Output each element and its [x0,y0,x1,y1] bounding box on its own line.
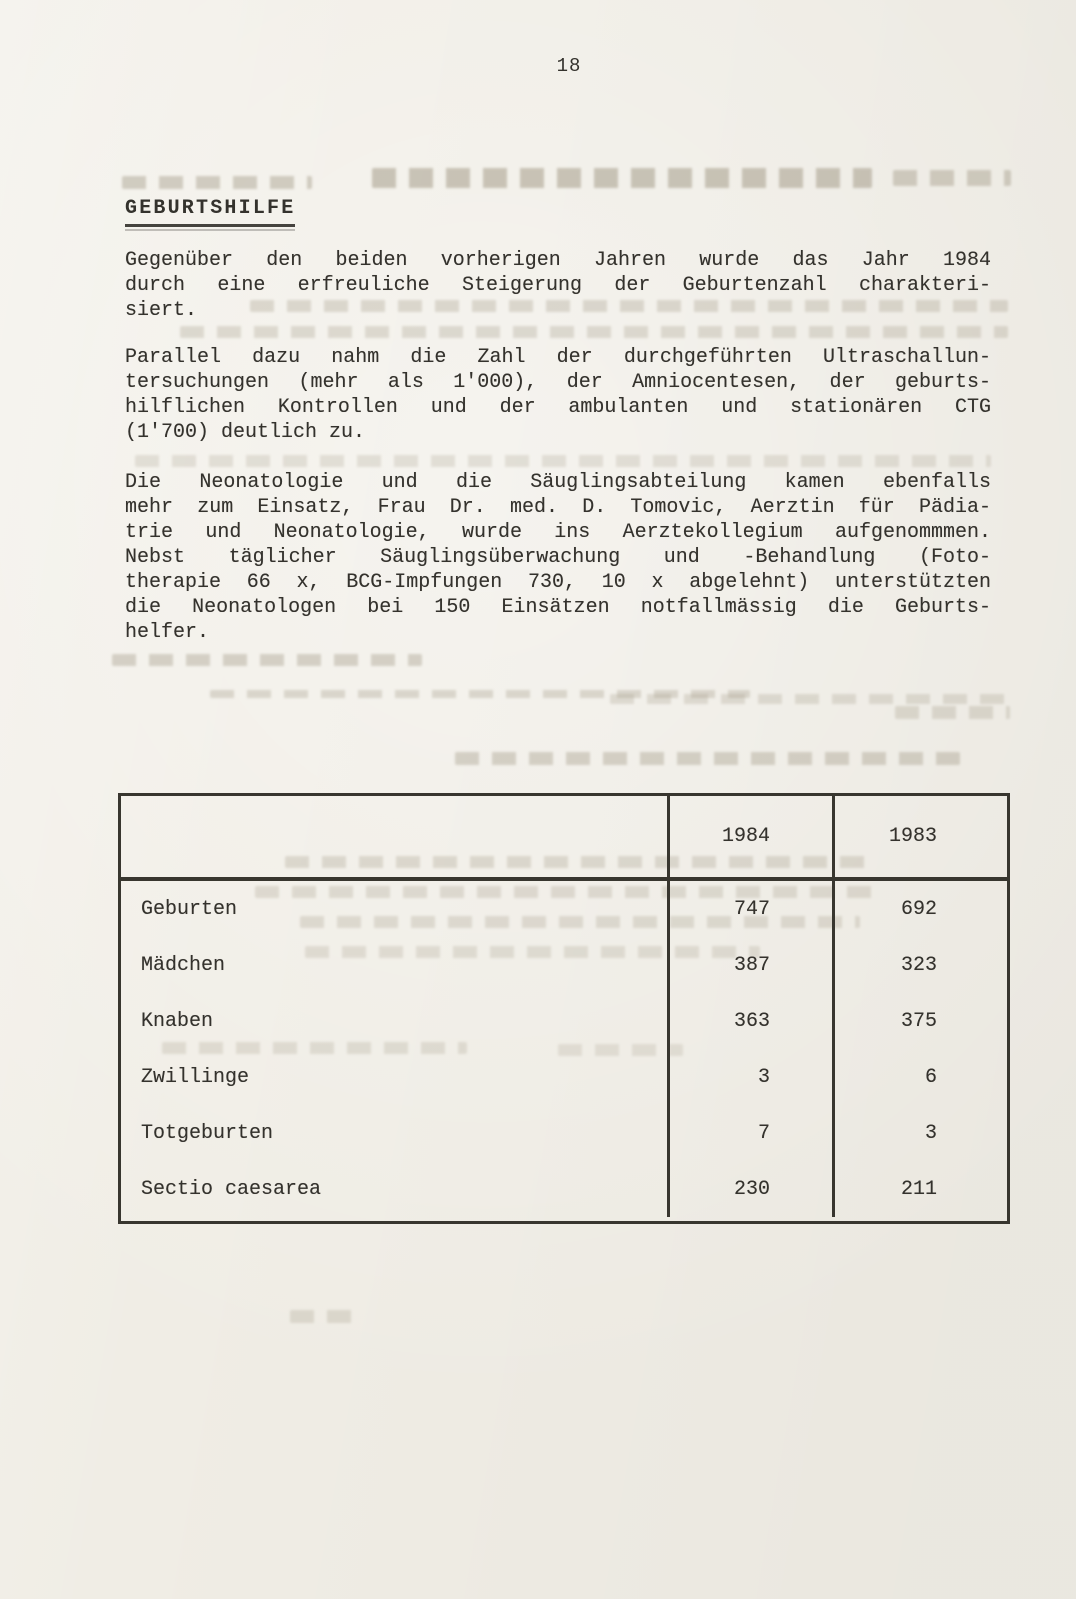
bleed-through-artifact [610,694,1010,704]
bleed-through-artifact [112,654,422,666]
paragraph-line: Die Neonatologie und die Säuglingsabteilung kamen ebenfalls [125,471,991,494]
table-body [121,881,1007,1217]
paragraph-line: Parallel dazu nahm die Zahl der durchgeführten Ultraschallun- [125,346,991,369]
value-1984: 230 [670,1161,835,1217]
birth-statistics-table [118,793,1010,1224]
row-label: Sectio caesarea [121,1161,670,1217]
value-1984: 7 [670,1105,835,1161]
table-header-row [121,796,1007,881]
row-label: Knaben [121,993,670,1049]
paragraph-line: hilflichen Kontrollen und der ambulanten und stationären CTG [125,396,991,419]
row-label: Geburten [121,881,670,937]
bleed-through-artifact [455,752,960,765]
bleed-through-artifact [210,690,750,698]
bleed-through-artifact [895,706,1010,719]
bleed-through-artifact [122,176,312,189]
paragraph-line: Gegenüber den beiden vorherigen Jahren wurde das Jahr 1984 [125,249,991,272]
value-1983: 692 [900,897,937,921]
table-row [121,1105,1007,1161]
paragraph-line: durch eine erfreuliche Steigerung der Geburtenzahl charakteri- [125,274,991,297]
table-row [121,881,1007,937]
row-label: Totgeburten [121,1105,670,1161]
page-number: 18 [556,55,582,77]
value-1983: 323 [900,953,937,977]
paragraph-3 [125,470,991,645]
column-header-1984: 1984 [670,796,835,877]
bleed-through-artifact [372,168,872,188]
bleed-through-artifact [290,1310,352,1323]
paragraph-line: (1'700) deutlich zu. [125,421,366,444]
value-1984: 747 [670,881,835,937]
column-header-empty [121,796,670,877]
table-row [121,993,1007,1049]
section-title: GEBURTSHILFE [125,197,295,227]
value-1983: 3 [924,1121,937,1145]
paragraph-line: helfer. [125,621,210,644]
value-1984: 387 [670,937,835,993]
table-row [121,1049,1007,1105]
bleed-through-artifact [135,455,991,467]
table-row [121,1161,1007,1217]
value-1983: 211 [900,1177,937,1201]
paragraph-line: tersuchungen (mehr als 1'000), der Amniocentesen, der geburts- [125,371,991,394]
paragraph-line: Nebst täglicher Säuglingsüberwachung und -Behandlung (Foto- [125,546,991,569]
paragraph-line: trie und Neonatologie, wurde ins Aerztekollegium aufgenommmen. [125,521,991,544]
bleed-through-artifact [893,170,1011,186]
bleed-through-artifact [180,326,1008,338]
value-1983: 375 [900,1009,937,1033]
paragraph-1 [125,248,991,323]
row-label: Zwillinge [121,1049,670,1105]
value-1984: 363 [670,993,835,1049]
row-label: Mädchen [121,937,670,993]
table-row [121,937,1007,993]
paragraph-2 [125,345,991,445]
paragraph-line: therapie 66 x, BCG-Impfungen 730, 10 x abgelehnt) unterstützten [125,571,991,594]
value-1984: 3 [670,1049,835,1105]
value-1983: 6 [924,1065,937,1089]
column-header-1983: 1983 [888,825,937,848]
paragraph-line: siert. [125,299,198,322]
paragraph-line: mehr zum Einsatz, Frau Dr. med. D. Tomovic, Aerztin für Pädia- [125,496,991,519]
paragraph-line: die Neonatologen bei 150 Einsätzen notfallmässig die Geburts- [125,596,991,619]
